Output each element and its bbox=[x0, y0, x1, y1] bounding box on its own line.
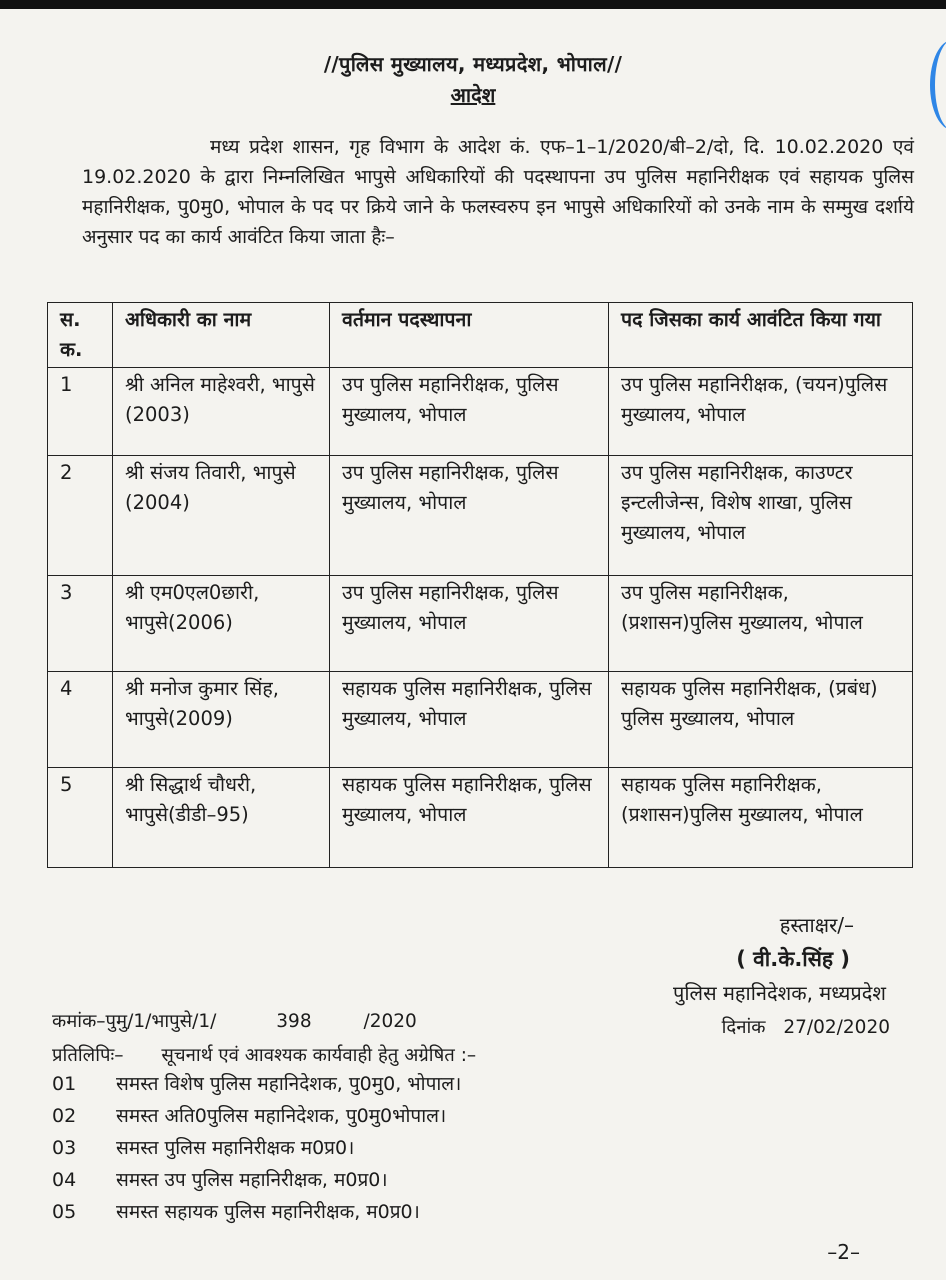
row-sno: 5 bbox=[48, 768, 113, 868]
row-current: सहायक पुलिस महानिरीक्षक, पुलिस मुख्यालय, भोपाल bbox=[330, 768, 609, 868]
list-item bbox=[52, 1164, 461, 1196]
row-name: श्री अनिल माहेश्वरी, भापुसे (2003) bbox=[113, 368, 330, 456]
posting-table bbox=[47, 302, 913, 868]
header-sno: स. क. bbox=[48, 303, 113, 368]
recipient-no: 02 bbox=[52, 1105, 77, 1127]
recipient-text: समस्त अति0पुलिस महानिदेशक, पु0मु0भोपाल। bbox=[116, 1105, 447, 1127]
row-assigned: उप पुलिस महानिरीक्षक, (चयन)पुलिस मुख्यालय, भोपाल bbox=[609, 368, 913, 456]
list-item bbox=[52, 1132, 461, 1164]
row-assigned: उप पुलिस महानिरीक्षक, काउण्टर इन्टलीजेन्स, विशेष शाखा, पुलिस मुख्यालय, भोपाल bbox=[609, 456, 913, 576]
row-name: श्री मनोज कुमार सिंह, भापुसे(2009) bbox=[113, 672, 330, 768]
recipient-text: समस्त पुलिस महानिरीक्षक म0प्र0। bbox=[116, 1137, 355, 1159]
row-name: श्री संजय तिवारी, भापुसे (2004) bbox=[113, 456, 330, 576]
signatory-designation: पुलिस महानिदेशक, मध्यप्रदेश bbox=[673, 981, 886, 1005]
recipient-list bbox=[52, 1068, 461, 1228]
row-assigned: सहायक पुलिस महानिरीक्षक, (प्रशासन)पुलिस मुख्यालय, भोपाल bbox=[609, 768, 913, 868]
recipient-text: समस्त विशेष पुलिस महानिदेशक, पु0मु0, भोपाल। bbox=[116, 1073, 462, 1095]
table-row bbox=[48, 368, 913, 456]
table-row bbox=[48, 768, 913, 868]
document-header bbox=[0, 50, 946, 108]
signature-block bbox=[526, 908, 886, 1010]
reference-code: कमांक–पुमु/1/भापुसे/1/ bbox=[52, 1011, 217, 1032]
copy-label: प्रतिलिपिः– bbox=[52, 1045, 124, 1066]
row-current: सहायक पुलिस महानिरीक्षक, पुलिस मुख्यालय, भोपाल bbox=[330, 672, 609, 768]
reference-number bbox=[52, 1008, 572, 1033]
reference-serial: 398 bbox=[276, 1011, 312, 1032]
signatory-name: ( वी.के.सिंह ) bbox=[736, 947, 850, 971]
row-current: उप पुलिस महानिरीक्षक, पुलिस मुख्यालय, भोपाल bbox=[330, 456, 609, 576]
row-current: उप पुलिस महानिरीक्षक, पुलिस मुख्यालय, भोपाल bbox=[330, 368, 609, 456]
order-date bbox=[710, 1014, 890, 1039]
recipient-text: समस्त उप पुलिस महानिरीक्षक, म0प्र0। bbox=[116, 1169, 388, 1191]
header-name: अधिकारी का नाम bbox=[113, 303, 330, 368]
recipient-text: समस्त सहायक पुलिस महानिरीक्षक, म0प्र0। bbox=[116, 1201, 420, 1223]
copy-line bbox=[52, 1042, 476, 1067]
row-assigned: सहायक पुलिस महानिरीक्षक, (प्रबंध) पुलिस मुख्यालय, भोपाल bbox=[609, 672, 913, 768]
row-sno: 4 bbox=[48, 672, 113, 768]
recipient-no: 04 bbox=[52, 1169, 77, 1191]
date-value: 27/02/2020 bbox=[783, 1017, 890, 1038]
row-current: उप पुलिस महानिरीक्षक, पुलिस मुख्यालय, भोपाल bbox=[330, 576, 609, 672]
header-current: वर्तमान पदस्थापना bbox=[330, 303, 609, 368]
table-row bbox=[48, 576, 913, 672]
intro-text: मध्य प्रदेश शासन, गृह विभाग के आदेश कं. एफ–1–1/2020/बी–2/दो, दि. 10.02.2020 एवं 19.02.2020 के द्वारा निम्नलिखित भापुसे अधिकारियों की पदस्थापना उप पुलिस महानिरीक्षक एवं सहायक पुलिस महानिरीक्षक, पु0मु0, भोपाल के पद पर क्रिये जाने के फलस्वरुप इन भापुसे अधिकारियों को उनके नाम के सम्मुख दर्शाये अनुसार पद का कार्य आवंटित किया जाता हैः– bbox=[82, 136, 914, 248]
recipient-no: 01 bbox=[52, 1073, 77, 1095]
page-number: –2– bbox=[827, 1240, 860, 1264]
table-header-row bbox=[48, 303, 913, 368]
date-label: दिनांक bbox=[721, 1017, 766, 1038]
table-row bbox=[48, 456, 913, 576]
order-title: आदेश bbox=[450, 83, 496, 107]
row-sno: 1 bbox=[48, 368, 113, 456]
recipient-no: 03 bbox=[52, 1137, 77, 1159]
list-item bbox=[52, 1068, 461, 1100]
table-row bbox=[48, 672, 913, 768]
row-sno: 3 bbox=[48, 576, 113, 672]
signed-mark: हस्ताक्षर/– bbox=[779, 913, 854, 937]
row-sno: 2 bbox=[48, 456, 113, 576]
reference-year: /2020 bbox=[363, 1011, 417, 1032]
row-assigned: उप पुलिस महानिरीक्षक, (प्रशासन)पुलिस मुख्यालय, भोपाल bbox=[609, 576, 913, 672]
recipient-no: 05 bbox=[52, 1201, 77, 1223]
row-name: श्री सिद्धार्थ चौधरी, भापुसे(डीडी–95) bbox=[113, 768, 330, 868]
office-title: //पुलिस मुख्यालय, मध्यप्रदेश, भोपाल// bbox=[323, 52, 623, 76]
row-name: श्री एम0एल0छारी, भापुसे(2006) bbox=[113, 576, 330, 672]
list-item bbox=[52, 1196, 461, 1228]
header-assigned: पद जिसका कार्य आवंटित किया गया bbox=[609, 303, 913, 368]
list-item bbox=[52, 1100, 461, 1132]
intro-paragraph bbox=[82, 132, 914, 252]
top-edge bbox=[0, 0, 946, 9]
copy-intro: सूचनार्थ एवं आवश्यक कार्यवाही हेतु अग्रेषित :– bbox=[161, 1045, 477, 1066]
